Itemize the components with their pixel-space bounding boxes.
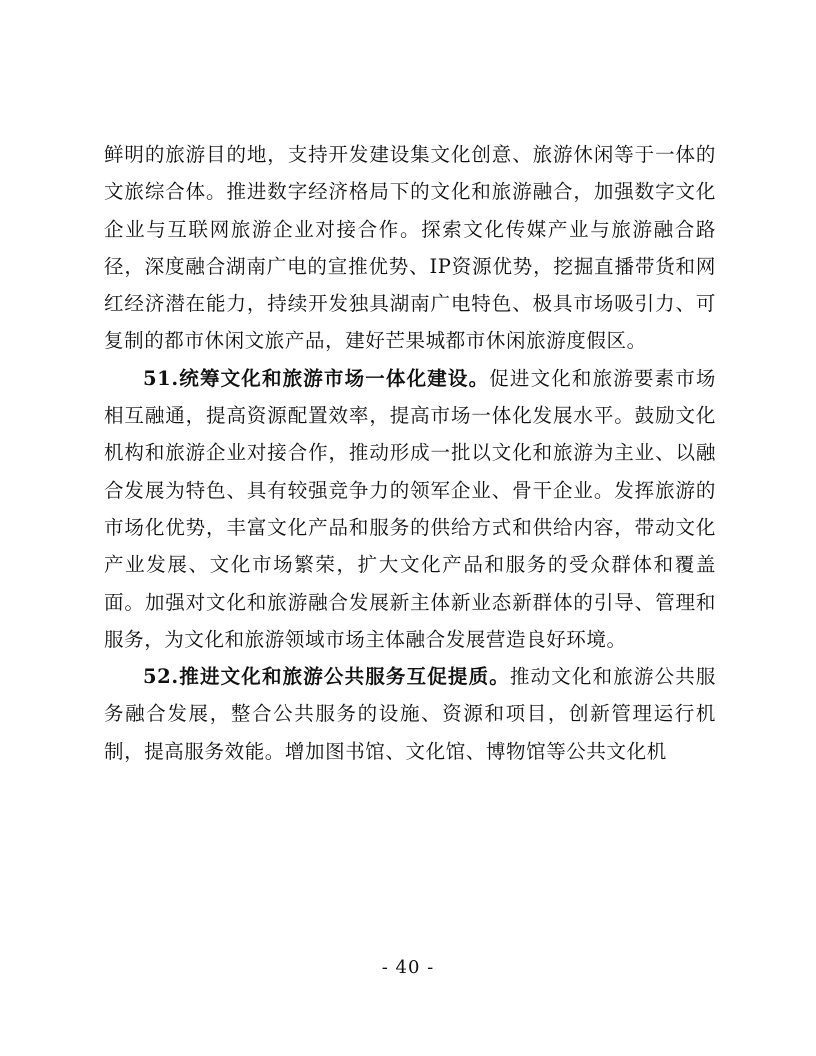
paragraph-51 (104, 360, 716, 658)
paragraph-text: 鲜明的旅游目的地，支持开发建设集文化创意、旅游休闲等于一体的文旅综合体。推进数字经济格局下的文化和旅游融合，加强数字文化企业与互联网旅游企业对接合作。探索文化传媒产业与旅游融合路径，深度融合湖南广电的宣推优势、IP资源优势，挖掘直播带货和网红经济潜在能力，持续开发独具湖南广电特色、极具市场吸引力、可复制的都市休闲文旅产品，建好芒果城都市休闲旅游度假区。 (104, 143, 716, 353)
body-text (104, 136, 716, 770)
paragraph-text: 推动文化和旅游公共服务融合发展，整合公共服务的设施、资源和项目，创新管理运行机制，提高服务效能。增加图书馆、文化馆、博物馆等公共文化机 (104, 665, 716, 763)
paragraph-52 (104, 658, 716, 770)
paragraph-continuation (104, 136, 716, 360)
section-heading-51: 51.统筹文化和旅游市场一体化建设。 (143, 366, 490, 390)
section-heading-52: 52.推进文化和旅游公共服务互促提质。 (143, 665, 510, 689)
page-number: - 40 - (381, 957, 435, 978)
paragraph-text: 促进文化和旅游要素市场相互融通，提高资源配置效率，提高市场一体化发展水平。鼓励文化机构和旅游企业对接合作，推动形成一批以文化和旅游为主业、以融合发展为特色、具有较强竞争力的领军企业、骨干企业。发挥旅游的市场化优势，丰富文化产品和服务的供给方式和供给内容，带动文化产业发展、文化市场繁荣，扩大文化产品和服务的受众群体和覆盖面。加强对文化和旅游融合发展新主体新业态新群体的引导、管理和服务，为文化和旅游领域市场主体融合发展营造良好环境。 (104, 366, 716, 651)
